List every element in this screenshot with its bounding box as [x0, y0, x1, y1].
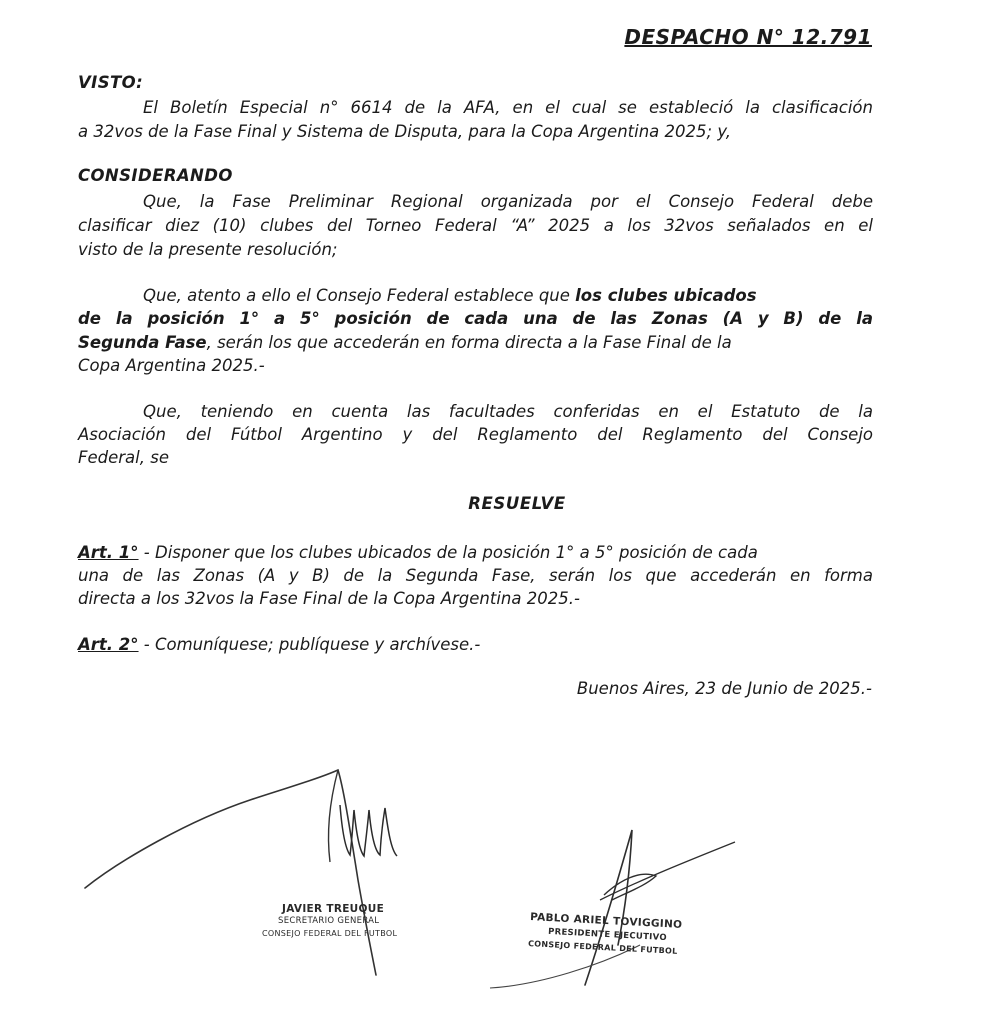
left-signer-name: JAVIER TREUQUE	[282, 903, 385, 915]
date-line: Buenos Aires, 23 de Junio de 2025.-	[576, 679, 872, 698]
art1-line-2: una de las Zonas (A y B) de la Segunda Fase, serán los que accederán en forma	[78, 566, 873, 585]
considerando-heading: CONSIDERANDO	[78, 166, 233, 185]
visto-line-1: El Boletín Especial n° 6614 de la AFA, en el cual se estableció la clasificación	[143, 98, 873, 117]
document-title: DESPACHO N° 12.791	[624, 25, 872, 49]
considerando-p2-line-2: de la posición 1° a 5° posición de cada una de las Zonas (A y B) de la	[78, 309, 873, 328]
considerando-p3-line-2: Asociación del Fútbol Argentino y del Reglamento del Reglamento del Consejo	[78, 425, 873, 444]
considerando-p2-line-4: Copa Argentina 2025.-	[78, 356, 265, 375]
considerando-p1-line-3: visto de la presente resolución;	[78, 240, 338, 259]
resuelve-heading: RESUELVE	[468, 494, 566, 513]
considerando-p1-line-2: clasificar diez (10) clubes del Torneo Federal “A” 2025 a los 32vos señalados en el	[78, 216, 873, 235]
art2-text: - Comuníquese; publíquese y archívese.-	[138, 635, 481, 654]
left-signer-role: SECRETARIO GENERAL	[278, 916, 380, 926]
visto-line-2: a 32vos de la Fase Final y Sistema de Disputa, para la Copa Argentina 2025; y,	[78, 122, 732, 141]
visto-heading: VISTO:	[78, 73, 144, 92]
p2-l1-bold: los clubes ubicados	[575, 286, 757, 305]
art1-text-1: - Disponer que los clubes ubicados de la posición 1° a 5° posición de cada	[138, 543, 758, 562]
art2-label: Art. 2°	[78, 635, 139, 654]
right-signer-org: CONSEJO FEDERAL DEL FUTBOL	[527, 939, 678, 956]
considerando-p1-line-1: Que, la Fase Preliminar Regional organizada por el Consejo Federal debe	[143, 192, 873, 211]
p2-l3-normal: , serán los que accederán en forma directa a la Fase Final de la	[206, 333, 732, 352]
p2-l3-bold: Segunda Fase	[78, 333, 207, 352]
p2-l1-normal: Que, atento a ello el Consejo Federal establece que	[143, 286, 576, 305]
art1-line-3: directa a los 32vos la Fase Final de la Copa Argentina 2025.-	[78, 589, 580, 608]
considerando-p3-line-3: Federal, se	[78, 448, 169, 467]
art1-label: Art. 1°	[78, 543, 139, 562]
left-signer-org: CONSEJO FEDERAL DEL FUTBOL	[262, 929, 398, 938]
considerando-p3-line-1: Que, teniendo en cuenta las facultades conferidas en el Estatuto de la	[143, 402, 873, 421]
right-signer-name: PABLO ARIEL TOVIGGINO	[529, 911, 683, 931]
right-signer-role: PRESIDENTE EJECUTIVO	[547, 926, 668, 944]
